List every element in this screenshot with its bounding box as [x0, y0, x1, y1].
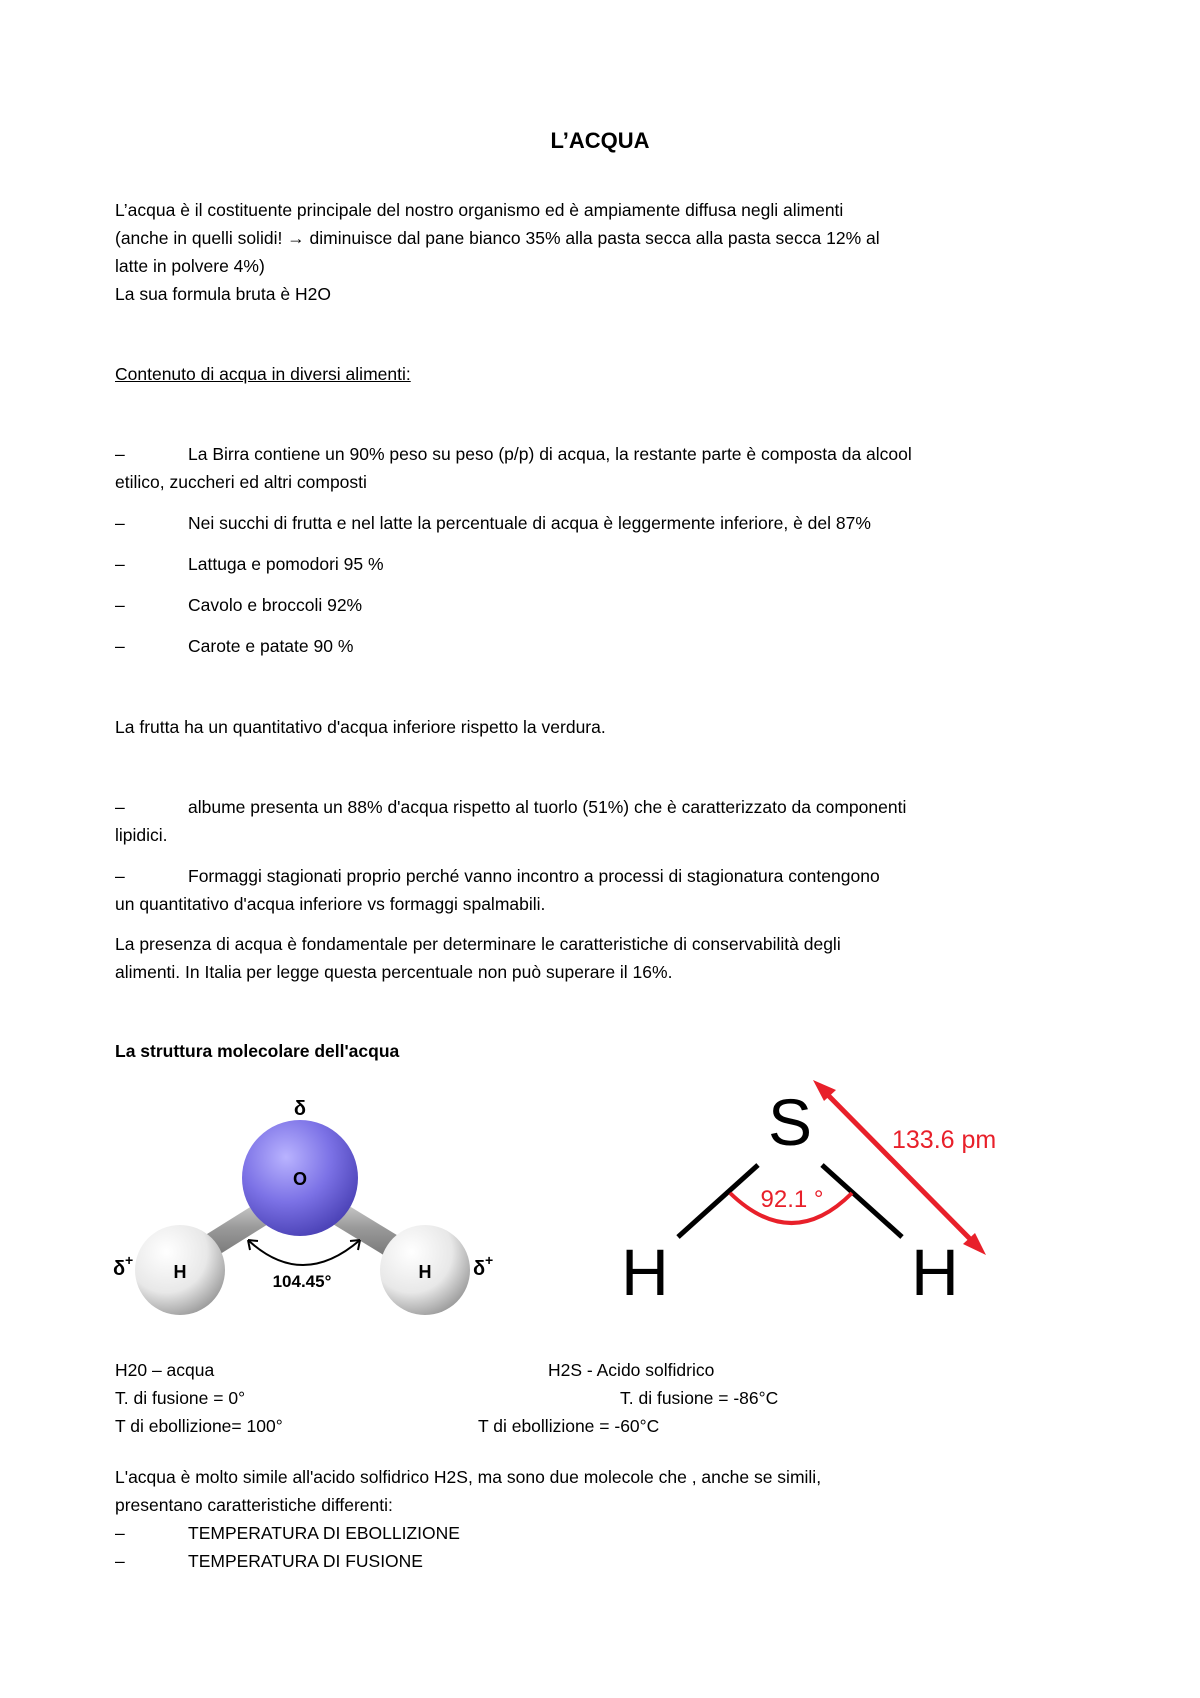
list-item-juice: Nei succhi di frutta e nel latte la percentuale di acqua è leggermente inferiore, è del 87%	[188, 513, 871, 533]
hydrogen-label-left: H	[621, 1235, 669, 1309]
list-dash: –	[115, 513, 125, 533]
conclusion-line-2: presentano caratteristiche differenti:	[115, 1495, 393, 1515]
list-dash: –	[115, 1523, 125, 1543]
section-heading-structure: La struttura molecolare dell'acqua	[115, 1041, 400, 1061]
oxygen-label: O	[292, 1169, 308, 1189]
intro-line-2: (anche in quelli solidi! → diminuisce dal pane bianco 35% alla pasta secca alla pasta secca 12% al	[115, 228, 880, 248]
delta-top-label: δ	[293, 1098, 307, 1120]
sulfur-label: S	[767, 1085, 813, 1159]
list-item-boiling: TEMPERATURA DI EBOLLIZIONE	[188, 1523, 460, 1543]
list-item-cabbage: Cavolo e broccoli 92%	[188, 595, 363, 615]
list-dash: –	[115, 797, 125, 817]
water-molecule-diagram	[110, 1095, 510, 1330]
angle-arc	[248, 1240, 360, 1265]
list-item-beer: La Birra contiene un 90% peso su peso (p/p) di acqua, la restante parte è composta da alcool	[188, 444, 912, 464]
list-dash: –	[115, 444, 125, 464]
conclusion-line-1: L'acqua è molto simile all'acido solfidrico H2S, ma sono due molecole che , anche se simili,	[115, 1467, 822, 1487]
conservation-line-1: La presenza di acqua è fondamentale per determinare le caratteristiche di conservabilità degli	[115, 934, 841, 954]
h2s-name: H2S - Acido solfidrico	[548, 1360, 715, 1380]
list-dash: –	[115, 554, 125, 574]
h2o-boiling: T di ebollizione= 100°	[115, 1416, 283, 1436]
plus-right-label: +	[485, 1252, 494, 1268]
hydrogen-label-right: H	[911, 1235, 959, 1309]
h2s-boiling: T di ebollizione = -60°C	[478, 1416, 660, 1436]
page-title: L’ACQUA	[550, 128, 650, 153]
list-item-melting: TEMPERATURA DI FUSIONE	[188, 1551, 423, 1571]
plus-left-label: +	[125, 1252, 134, 1268]
list-item-albumen: albume presenta un 88% d'acqua rispetto al tuorlo (51%) che è caratterizzato da componenti	[188, 797, 907, 817]
intro-line-1: L’acqua è il costituente principale del nostro organismo ed è ampiamente diffusa negli alimenti	[115, 200, 844, 220]
hydrogen-label-right: H	[418, 1262, 432, 1282]
bond-angle-label: 104.45°	[272, 1272, 332, 1291]
h2s-molecule-diagram	[600, 1075, 1000, 1315]
delta-left-label: δ	[113, 1258, 126, 1280]
h2o-name: H20 – acqua	[115, 1360, 215, 1380]
bond-length-line	[820, 1087, 978, 1247]
bond-angle-label: 92.1 °	[760, 1186, 824, 1213]
fruit-note: La frutta ha un quantitativo d'acqua inferiore rispetto la verdura.	[115, 717, 606, 737]
conservation-line-2: alimenti. In Italia per legge questa percentuale non può superare il 16%.	[115, 962, 673, 982]
section-heading-food-water: Contenuto di acqua in diversi alimenti:	[115, 364, 411, 384]
intro-line-4: La sua formula bruta è H2O	[115, 284, 331, 304]
list-dash: –	[115, 636, 125, 656]
bond-left	[678, 1165, 758, 1237]
list-item-beer-cont: etilico, zuccheri ed altri composti	[115, 472, 367, 492]
bond-right	[822, 1165, 902, 1237]
list-dash: –	[115, 866, 125, 886]
bond-length-label: 133.6 pm	[892, 1126, 997, 1154]
intro-line-3: latte in polvere 4%)	[115, 256, 265, 276]
h2o-melting: T. di fusione = 0°	[115, 1388, 246, 1408]
hydrogen-label-left: H	[173, 1262, 187, 1282]
delta-right-label: δ	[473, 1258, 486, 1280]
list-item-lettuce: Lattuga e pomodori 95 %	[188, 554, 384, 574]
list-dash: –	[115, 595, 125, 615]
h2s-melting: T. di fusione = -86°C	[620, 1388, 779, 1408]
list-item-albumen-cont: lipidici.	[115, 825, 168, 845]
list-dash: –	[115, 1551, 125, 1571]
list-item-cheese: Formaggi stagionati proprio perché vanno incontro a processi di stagionatura contengono	[188, 866, 880, 886]
list-item-carrots: Carote e patate 90 %	[188, 636, 354, 656]
list-item-cheese-cont: un quantitativo d'acqua inferiore vs formaggi spalmabili.	[115, 894, 546, 914]
